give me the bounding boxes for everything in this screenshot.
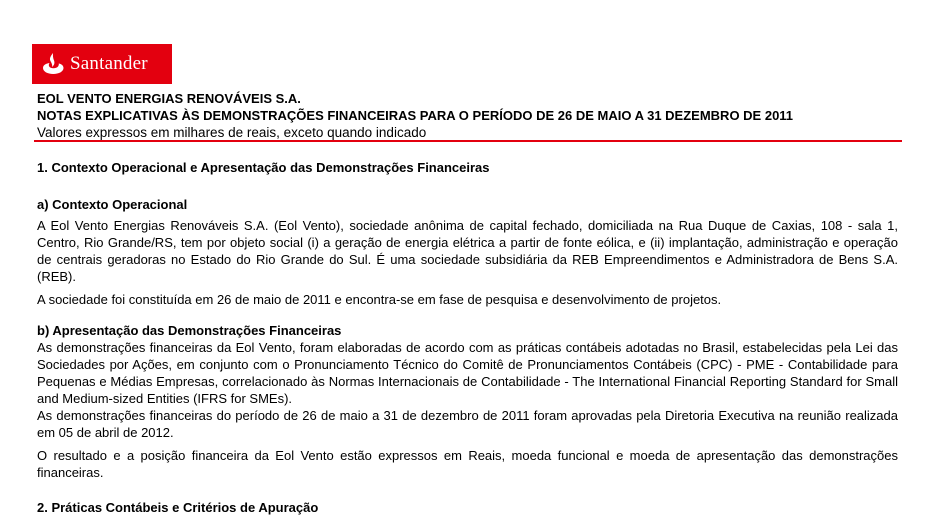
section-1-title: 1. Contexto Operacional e Apresentação das Demonstrações Financeiras bbox=[37, 160, 490, 175]
santander-logo bbox=[32, 44, 172, 84]
paragraph: A Eol Vento Energias Renováveis S.A. (Eol Vento), sociedade anônima de capital fechado, domiciliada na Rua Duque de Caxias, 108 - sala 1, Centro, Rio Grande/RS, tem por objeto social (i) a geração de energia elétrica a partir de fonte eólica, e (ii) implantação, administração e operação de centrais geradoras no Estado do Rio Grande do Sul. É uma sociedade subsidiária da REB Empreendimentos e Administradora de Bens S.A. (REB). bbox=[37, 218, 898, 284]
document-subtitle: Valores expressos em milhares de reais, exceto quando indicado bbox=[37, 125, 427, 140]
paragraph: As demonstrações financeiras da Eol Vento, foram elaboradas de acordo com as práticas contábeis adotadas no Brasil, estabelecidas pela Lei das Sociedades por Ações, em conjunto com o Pronunciamento Técnico do Comitê de Pronunciamentos Contábeis (CPC) - PME - Contabilidade para Pequenas e Médias Empresas, correlacionado às Normas Internacionais de Contabilidade - The International Financial Reporting Standard for Small and Medium-sized Entities (IFRS for SMEs). bbox=[37, 340, 898, 406]
company-name: EOL VENTO ENERGIAS RENOVÁVEIS S.A. bbox=[37, 91, 301, 106]
header-divider bbox=[34, 140, 902, 142]
logo-wordmark: Santander bbox=[70, 53, 148, 74]
document-title: NOTAS EXPLICATIVAS ÀS DEMONSTRAÇÕES FINANCEIRAS PARA O PERÍODO DE 26 DE MAIO A 31 DEZEMBRO DE 2011 bbox=[37, 108, 794, 123]
paragraph: A sociedade foi constituída em 26 de maio de 2011 e encontra-se em fase de pesquisa e desenvolvimento de projetos. bbox=[37, 292, 722, 307]
document-body bbox=[37, 156, 898, 516]
section-2-title: 2. Práticas Contábeis e Critérios de Apuração bbox=[37, 500, 319, 515]
flame-icon bbox=[40, 51, 66, 77]
subsection-a-title: a) Contexto Operacional bbox=[37, 197, 188, 212]
subsection-b-title: b) Apresentação das Demonstrações Financeiras bbox=[37, 323, 342, 338]
paragraph: O resultado e a posição financeira da Eol Vento estão expressos em Reais, moeda funcional e moeda de apresentação das demonstrações financeiras. bbox=[37, 448, 898, 480]
document-header bbox=[37, 90, 903, 141]
paragraph: As demonstrações financeiras do período de 26 de maio a 31 de dezembro de 2011 foram aprovadas pela Diretoria Executiva na reunião realizada em 05 de abril de 2012. bbox=[37, 408, 898, 440]
